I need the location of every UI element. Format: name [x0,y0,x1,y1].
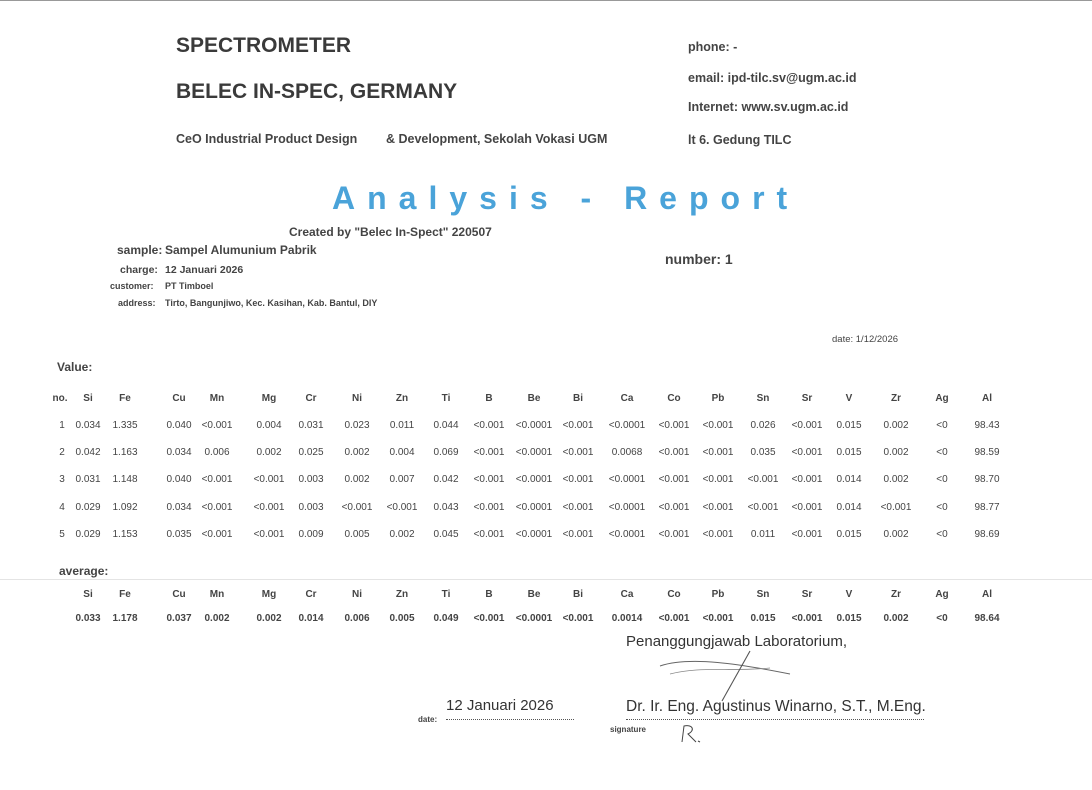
column-header-fe: Fe [119,393,131,404]
value-cell-fe: 1.163 [112,447,138,458]
value-cell-pb: <0.001 [702,420,734,431]
footer-date-value: 12 Januari 2026 [446,697,554,714]
value-cell-mn: <0.001 [201,420,233,431]
value-cell-mg: <0.001 [253,529,285,540]
value-cell-sn: 0.035 [750,447,776,458]
value-cell-si: 0.042 [75,447,101,458]
value-cell-zr: 0.002 [883,474,909,485]
value-cell-co: <0.001 [658,447,690,458]
value-cell-ni: 0.002 [344,447,370,458]
value-cell-al: 98.69 [974,529,1000,540]
value-cell-mn: <0.001 [201,529,233,540]
value-cell-ag: <0 [936,502,948,513]
average-header-mn: Mn [209,589,225,600]
average-cell-si: 0.033 [75,613,101,624]
value-cell-cu: 0.035 [166,529,192,540]
average-cell-co: <0.001 [658,613,690,624]
average-cell-sr: <0.001 [791,613,823,624]
value-cell-sn: <0.001 [747,502,779,513]
value-cell-ca: <0.0001 [608,529,646,540]
value-cell-al: 98.59 [974,447,1000,458]
value-cell-zn: <0.001 [386,502,418,513]
value-cell-zr: 0.002 [883,447,909,458]
row-number: 2 [59,447,65,458]
value-cell-zn: 0.002 [389,529,415,540]
value-cell-sr: <0.001 [791,420,823,431]
sample-label: sample: [117,243,163,257]
value-cell-cu: 0.040 [166,474,192,485]
average-cell-zr: 0.002 [883,613,909,624]
column-header-ag: Ag [935,393,949,404]
column-header-be: Be [527,393,541,404]
average-header-ag: Ag [935,589,949,600]
value-cell-zr: <0.001 [880,502,912,513]
average-header-sr: Sr [801,589,813,600]
value-cell-be: <0.0001 [515,529,553,540]
report-date: date: 1/12/2026 [832,334,899,345]
average-cell-fe: 1.178 [112,613,138,624]
average-header-mg: Mg [261,589,277,600]
average-header-co: Co [667,589,681,600]
value-cell-al: 98.77 [974,502,1000,513]
signature-dotted-line [626,719,924,720]
created-by-text: Created by "Belec In-Spect" 220507 [289,225,492,239]
value-cell-fe: 1.335 [112,420,138,431]
value-cell-mg: <0.001 [253,502,285,513]
value-cell-bi: <0.001 [562,447,594,458]
column-header-ni: Ni [352,393,362,404]
value-cell-bi: <0.001 [562,529,594,540]
value-cell-mg: 0.002 [256,447,282,458]
value-cell-ag: <0 [936,420,948,431]
value-cell-fe: 1.092 [112,502,138,513]
value-cell-cr: 0.003 [298,474,324,485]
average-header-ni: Ni [352,589,362,600]
value-cell-b: <0.001 [473,420,505,431]
average-header-b: B [485,589,493,600]
value-cell-v: 0.014 [836,474,862,485]
average-cell-ca: 0.0014 [611,613,643,624]
value-cell-ti: 0.043 [433,502,459,513]
average-cell-ni: 0.006 [344,613,370,624]
average-header-ca: Ca [620,589,634,600]
value-cell-cr: 0.031 [298,420,324,431]
column-header-zn: Zn [395,393,409,404]
value-cell-si: 0.034 [75,420,101,431]
value-cell-ca: <0.0001 [608,502,646,513]
value-cell-mn: 0.006 [204,447,230,458]
average-cell-ag: <0 [936,613,948,624]
value-cell-bi: <0.001 [562,474,594,485]
value-cell-sn: 0.026 [750,420,776,431]
value-cell-pb: <0.001 [702,529,734,540]
value-cell-si: 0.029 [75,529,101,540]
value-cell-fe: 1.153 [112,529,138,540]
value-cell-cr: 0.009 [298,529,324,540]
value-cell-b: <0.001 [473,447,505,458]
value-cell-sr: <0.001 [791,474,823,485]
average-header-cr: Cr [305,589,317,600]
value-cell-sr: <0.001 [791,502,823,513]
value-cell-v: 0.015 [836,447,862,458]
value-cell-al: 98.70 [974,474,1000,485]
average-cell-v: 0.015 [836,613,862,624]
org-name-right: & Development, Sekolah Vokasi UGM [386,132,608,146]
average-cell-ti: 0.049 [433,613,459,624]
column-header-sr: Sr [801,393,813,404]
row-number: 3 [59,474,65,485]
value-cell-pb: <0.001 [702,447,734,458]
value-cell-mn: <0.001 [201,502,233,513]
customer-value: PT Timboel [165,281,214,291]
charge-value: 12 Januari 2026 [165,264,244,276]
average-header-cu: Cu [172,589,186,600]
average-cell-be: <0.0001 [515,613,553,624]
average-header-ti: Ti [441,589,451,600]
value-cell-cu: 0.040 [166,420,192,431]
value-cell-mg: 0.004 [256,420,282,431]
value-cell-ca: <0.0001 [608,420,646,431]
value-cell-be: <0.0001 [515,502,553,513]
value-cell-bi: <0.001 [562,502,594,513]
value-cell-zn: 0.007 [389,474,415,485]
column-header-bi: Bi [573,393,583,404]
column-header-mn: Mn [209,393,225,404]
report-number: number: 1 [665,251,733,267]
column-header-al: Al [982,393,992,404]
value-cell-sr: <0.001 [791,529,823,540]
average-cell-cu: 0.037 [166,613,192,624]
phone-text: phone: - [688,40,738,54]
average-header-sn: Sn [756,589,770,600]
address-value: Tirto, Bangunjiwo, Kec. Kasihan, Kab. Bantul, DIY [165,298,378,308]
value-cell-b: <0.001 [473,502,505,513]
value-cell-sn: <0.001 [747,474,779,485]
column-header-zr: Zr [891,393,901,404]
signature-label: signature [610,725,647,734]
value-cell-sr: <0.001 [791,447,823,458]
value-cell-ag: <0 [936,447,948,458]
value-cell-ca: <0.0001 [608,474,646,485]
column-header-v: V [845,393,853,404]
column-header-ca: Ca [620,393,634,404]
value-cell-b: <0.001 [473,474,505,485]
column-header-cu: Cu [172,393,186,404]
signature-stroke [650,646,810,706]
value-cell-cr: 0.003 [298,502,324,513]
value-cell-v: 0.014 [836,502,862,513]
average-header-fe: Fe [119,589,131,600]
value-cell-be: <0.0001 [515,420,553,431]
location-text: lt 6. Gedung TILC [688,133,792,147]
average-cell-sn: 0.015 [750,613,776,624]
column-header-mg: Mg [261,393,277,404]
value-cell-v: 0.015 [836,529,862,540]
value-cell-ti: 0.069 [433,447,459,458]
column-header-co: Co [667,393,681,404]
value-cell-ni: 0.023 [344,420,370,431]
value-cell-si: 0.029 [75,502,101,513]
value-cell-ti: 0.042 [433,474,459,485]
average-header-be: Be [527,589,541,600]
average-cell-al: 98.64 [974,613,1000,624]
internet-text: Internet: www.sv.ugm.ac.id [688,100,849,114]
value-cell-ni: 0.005 [344,529,370,540]
average-header-v: V [845,589,853,600]
value-cell-ni: <0.001 [341,502,373,513]
lab-responsible-title: Penanggungjawab Laboratorium, [626,633,847,650]
value-cell-mg: <0.001 [253,474,285,485]
value-cell-co: <0.001 [658,420,690,431]
report-title: Analysis - Report [332,180,800,216]
column-header-no: no. [52,393,68,404]
value-cell-v: 0.015 [836,420,862,431]
average-cell-bi: <0.001 [562,613,594,624]
average-cell-mg: 0.002 [256,613,282,624]
value-cell-mn: <0.001 [201,474,233,485]
average-cell-mn: 0.002 [204,613,230,624]
average-header-al: Al [982,589,992,600]
value-cell-be: <0.0001 [515,447,553,458]
charge-label: charge: [120,264,158,276]
row-number: 5 [59,529,65,540]
value-cell-al: 98.43 [974,420,1000,431]
value-cell-ag: <0 [936,474,948,485]
initials-mark [678,722,708,746]
value-cell-cr: 0.025 [298,447,324,458]
value-cell-ni: 0.002 [344,474,370,485]
average-header-zn: Zn [395,589,409,600]
row-number: 1 [59,420,65,431]
value-cell-cu: 0.034 [166,447,192,458]
average-header-pb: Pb [711,589,725,600]
average-section-label: average: [59,564,109,578]
average-cell-cr: 0.014 [298,613,324,624]
value-cell-pb: <0.001 [702,474,734,485]
spectrometer-heading: SPECTROMETER [176,34,352,57]
column-header-si: Si [83,393,93,404]
average-header-zr: Zr [891,589,901,600]
value-cell-co: <0.001 [658,474,690,485]
value-cell-sn: 0.011 [750,529,776,540]
column-header-sn: Sn [756,393,770,404]
footer-date-label: date: [418,715,438,724]
value-cell-zn: 0.004 [389,447,415,458]
average-header-bi: Bi [573,589,583,600]
value-cell-ca: 0.0068 [611,447,643,458]
value-section-label: Value: [57,360,93,374]
value-cell-be: <0.0001 [515,474,553,485]
value-cell-cu: 0.034 [166,502,192,513]
average-cell-b: <0.001 [473,613,505,624]
value-cell-co: <0.001 [658,502,690,513]
sample-value: Sampel Alumunium Pabrik [165,243,317,257]
column-header-b: B [485,393,493,404]
address-label: address: [118,298,156,308]
value-cell-si: 0.031 [75,474,101,485]
customer-label: customer: [110,281,154,291]
row-number: 4 [59,502,65,513]
value-cell-bi: <0.001 [562,420,594,431]
value-cell-zr: 0.002 [883,529,909,540]
signer-name: Dr. Ir. Eng. Agustinus Winarno, S.T., M.Eng. [626,698,926,715]
average-header-si: Si [83,589,93,600]
value-cell-zr: 0.002 [883,420,909,431]
column-header-cr: Cr [305,393,317,404]
value-cell-ti: 0.045 [433,529,459,540]
value-cell-co: <0.001 [658,529,690,540]
column-header-ti: Ti [441,393,451,404]
value-cell-fe: 1.148 [112,474,138,485]
average-cell-zn: 0.005 [389,613,415,624]
value-cell-pb: <0.001 [702,502,734,513]
value-cell-zn: 0.011 [389,420,415,431]
manufacturer-heading: BELEC IN-SPEC, GERMANY [176,80,458,103]
value-cell-ag: <0 [936,529,948,540]
email-text: email: ipd-tilc.sv@ugm.ac.id [688,71,857,85]
average-cell-pb: <0.001 [702,613,734,624]
column-header-pb: Pb [711,393,725,404]
date-dotted-line [446,719,574,720]
org-name-left: CeO Industrial Product Design [176,132,358,146]
value-cell-ti: 0.044 [433,420,459,431]
value-cell-b: <0.001 [473,529,505,540]
